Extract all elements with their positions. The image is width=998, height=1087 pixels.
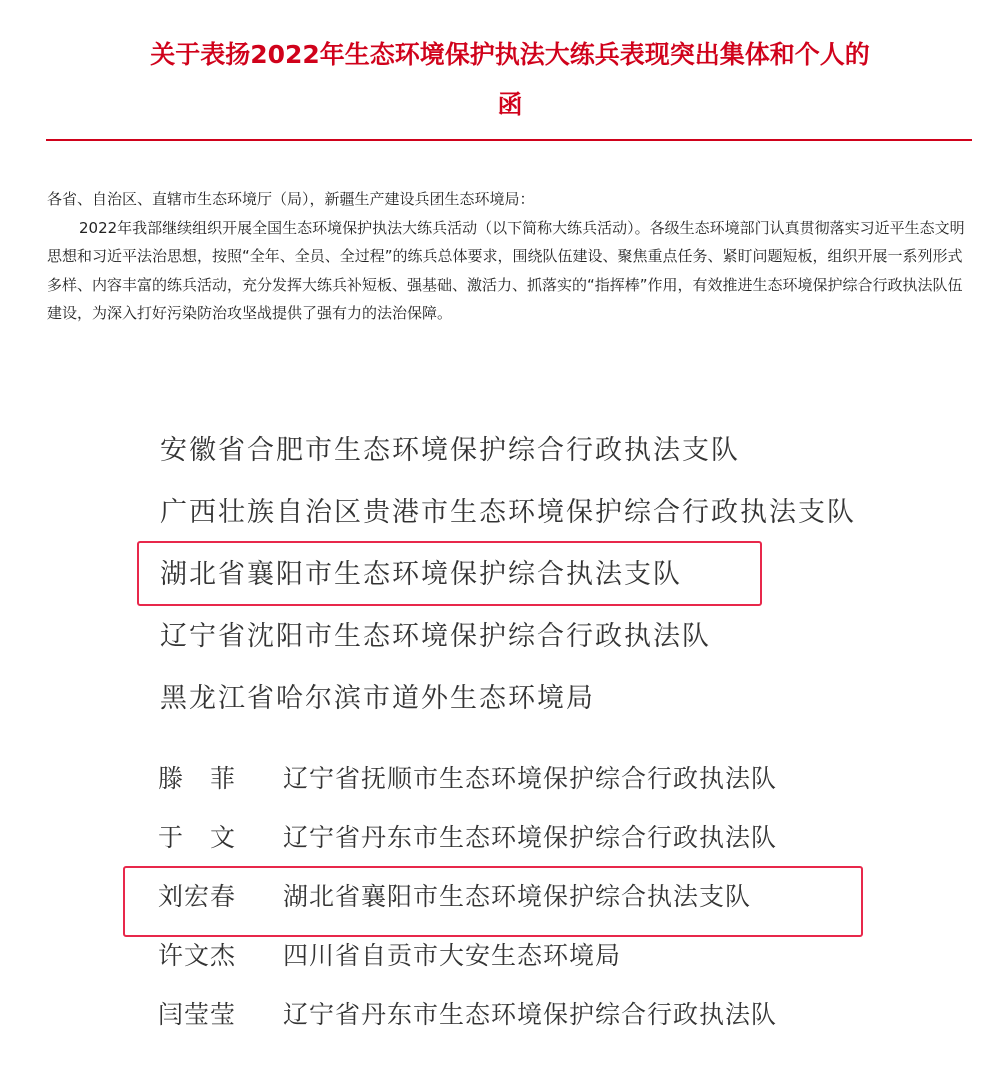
- letter-body: [47, 185, 977, 328]
- highlight-box-collective: [137, 541, 762, 606]
- title-line-1: 关于表扬2022年生态环境保护执法大练兵表现突出集体和个人的: [150, 40, 870, 69]
- collective-item: 广西壮族自治区贵港市生态环境保护综合行政执法支队: [160, 497, 856, 528]
- person-org: 湖北省襄阳市生态环境保护综合执法支队: [283, 882, 752, 911]
- highlight-box-individual: [123, 866, 863, 937]
- salutation: 各省、自治区、直辖市生态环境厅（局），新疆生产建设兵团生态环境局：: [47, 190, 535, 208]
- collective-item: 安徽省合肥市生态环境保护综合行政执法支队: [160, 435, 740, 466]
- intro-paragraph: 2022年我部继续组织开展全国生态环境保护执法大练兵活动（以下简称大练兵活动）。各级生态环境部门认真贯彻落实习近平生态文明思想和习近平法治思想，按照“全年、全员、全过程”的练兵总体要求，围绕队伍建设、聚焦重点任务、紧盯问题短板，组织开展一系列形式多样、内容丰富的练兵活动，充分发挥大练兵补短板、强基础、激活力、抓落实的“指挥棒”作用，有效推进生态环境保护综合行政执法队伍建设，为深入打好污染防治攻坚战提供了强有力的法治保障。: [47, 218, 965, 322]
- person-name: 刘宏春: [158, 882, 237, 911]
- person-org: 辽宁省抚顺市生态环境保护综合行政执法队: [283, 764, 778, 793]
- collective-item: 黑龙江省哈尔滨市道外生态环境局: [160, 683, 595, 714]
- person-org: 辽宁省丹东市生态环境保护综合行政执法队: [283, 1000, 778, 1029]
- title-line-2: 函: [497, 90, 523, 119]
- individual-item: [158, 932, 978, 991]
- person-name: 许文杰: [158, 941, 237, 970]
- collective-item: 湖北省襄阳市生态环境保护综合执法支队: [160, 559, 682, 590]
- person-name: 于 文: [158, 823, 237, 852]
- person-name: 滕 菲: [158, 764, 237, 793]
- person-org: 四川省自贡市大安生态环境局: [283, 941, 622, 970]
- individual-item: [158, 991, 978, 1050]
- collective-item: 辽宁省沈阳市生态环境保护综合行政执法队: [160, 621, 711, 652]
- individual-item: [158, 814, 978, 873]
- individual-item: [158, 755, 978, 814]
- title-divider: [46, 139, 972, 141]
- person-name: 闫莹莹: [158, 1000, 237, 1029]
- document-title: [40, 30, 980, 130]
- person-org: 辽宁省丹东市生态环境保护综合行政执法队: [283, 823, 778, 852]
